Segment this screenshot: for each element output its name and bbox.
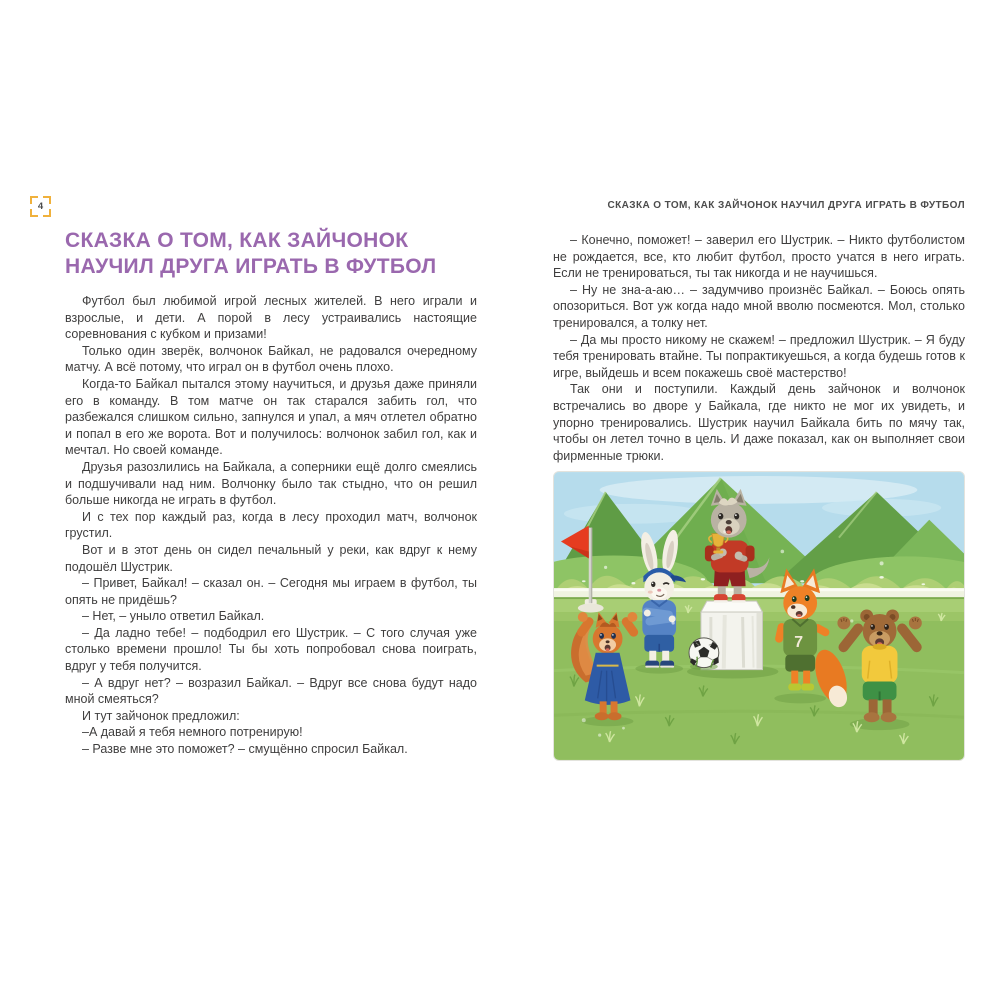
page-number-marker <box>30 196 51 217</box>
story-title <box>65 228 477 280</box>
paragraph: И с тех пор каждый раз, когда в лесу проходил матч, волчонок грустил. <box>65 509 477 541</box>
page-number: 4 <box>37 201 44 212</box>
paragraph: Вот и в этот день он сидел печальный у реки, как вдруг к нему подошёл Шустрик. <box>65 542 477 574</box>
paragraph: – Ну не зна-а-аю… – задумчиво произнёс Байкал. – Боюсь опять опозориться. Вот уж когда надо мной вволю посмеются. Мол, столько тренировался, а толку нет. <box>553 282 965 330</box>
paragraph: Когда-то Байкал пытался этому научиться, и друзья даже приняли его в команду. В том матче он так старался забить гол, что разбежался слишком сильно, запнулся и упал, а мяч отлетел обратно и попал в его же ворота. Вот и получилось: волчонок забил гол, как и мечтал. Но своей команде. <box>65 376 477 458</box>
story-title-line2: НАУЧИЛ ДРУГА ИГРАТЬ В ФУТБОЛ <box>65 255 437 278</box>
paragraph: Футбол был любимой игрой лесных жителей. В него играли и взрослые, и дети. А порой в лесу устраивались настоящие соревнования с кубком и призами! <box>65 294 477 342</box>
paragraph: – Привет, Байкал! – сказал он. – Сегодня мы играем в футбол, ты опять не придёшь? <box>65 576 477 607</box>
paragraph: – А вдруг нет? – возразил Байкал. – Вдруг все снова будут надо мной смеяться? <box>65 675 477 707</box>
paragraph: – Да мы просто никому не скажем! – предложил Шустрик. – Я буду тебя тренировать втайне. Ты попрактикуешься, а когда будешь готов к игре, выйдешь и всем покажешь своё мастерство! <box>553 332 965 380</box>
paragraph: Так они и поступили. Каждый день зайчонок и волчонок встречались во дворе у Байкала, где никто не мог их увидеть, и упорно тренировались. Шустрик научил Байкала бить по мячу так, чтобы он летел точно в цель. И даже показал, как он выполняет свои фирменные трюки. <box>553 382 965 463</box>
paragraph: Друзья разозлились на Байкала, а соперники ещё долго смеялись и подшучивали над ним. Волчонку было так стыдно, что он решил больше никогда не играть в футбол. <box>65 459 477 508</box>
paragraph: И тут зайчонок предложил: <box>82 708 240 723</box>
fox-jersey-number: 7 <box>794 634 804 652</box>
paragraph: – Конечно, поможет! – заверил его Шустрик. – Никто футболистом не рождается, все, кто любит футбол, просто учатся в него играть. Если не тренироваться, ты так никогда и не научишься. <box>553 233 965 281</box>
left-page <box>65 228 477 758</box>
paragraph: – Разве мне это поможет? – смущённо спросил Байкал. <box>82 742 408 757</box>
story-illustration <box>553 471 965 761</box>
paragraph: – Нет, – уныло ответил Байкал. <box>82 609 265 624</box>
football-icon <box>689 638 719 670</box>
left-column-text <box>65 293 477 758</box>
fence <box>554 589 964 600</box>
running-head: СКАЗКА О ТОМ, КАК ЗАЙЧОНОК НАУЧИЛ ДРУГА ИГРАТЬ В ФУТБОЛ <box>607 200 965 211</box>
right-page <box>553 200 965 761</box>
paragraph: –А давай я тебя немного потренирую! <box>82 725 303 740</box>
paragraph: – Да ладно тебе! – подбодрил его Шустрик. – С того случая уже столько времени прошло! Ты бы хоть попробовал снова поиграть, вдруг у тебя получится. <box>65 625 477 674</box>
paragraph: Только один зверёк, волчонок Байкал, не радовался очередному матчу. А всё потому, что играл он в футбол очень плохо. <box>65 343 477 375</box>
story-title-line1: СКАЗКА О ТОМ, КАК ЗАЙЧОНОК <box>65 229 409 252</box>
right-column-text <box>553 232 965 464</box>
